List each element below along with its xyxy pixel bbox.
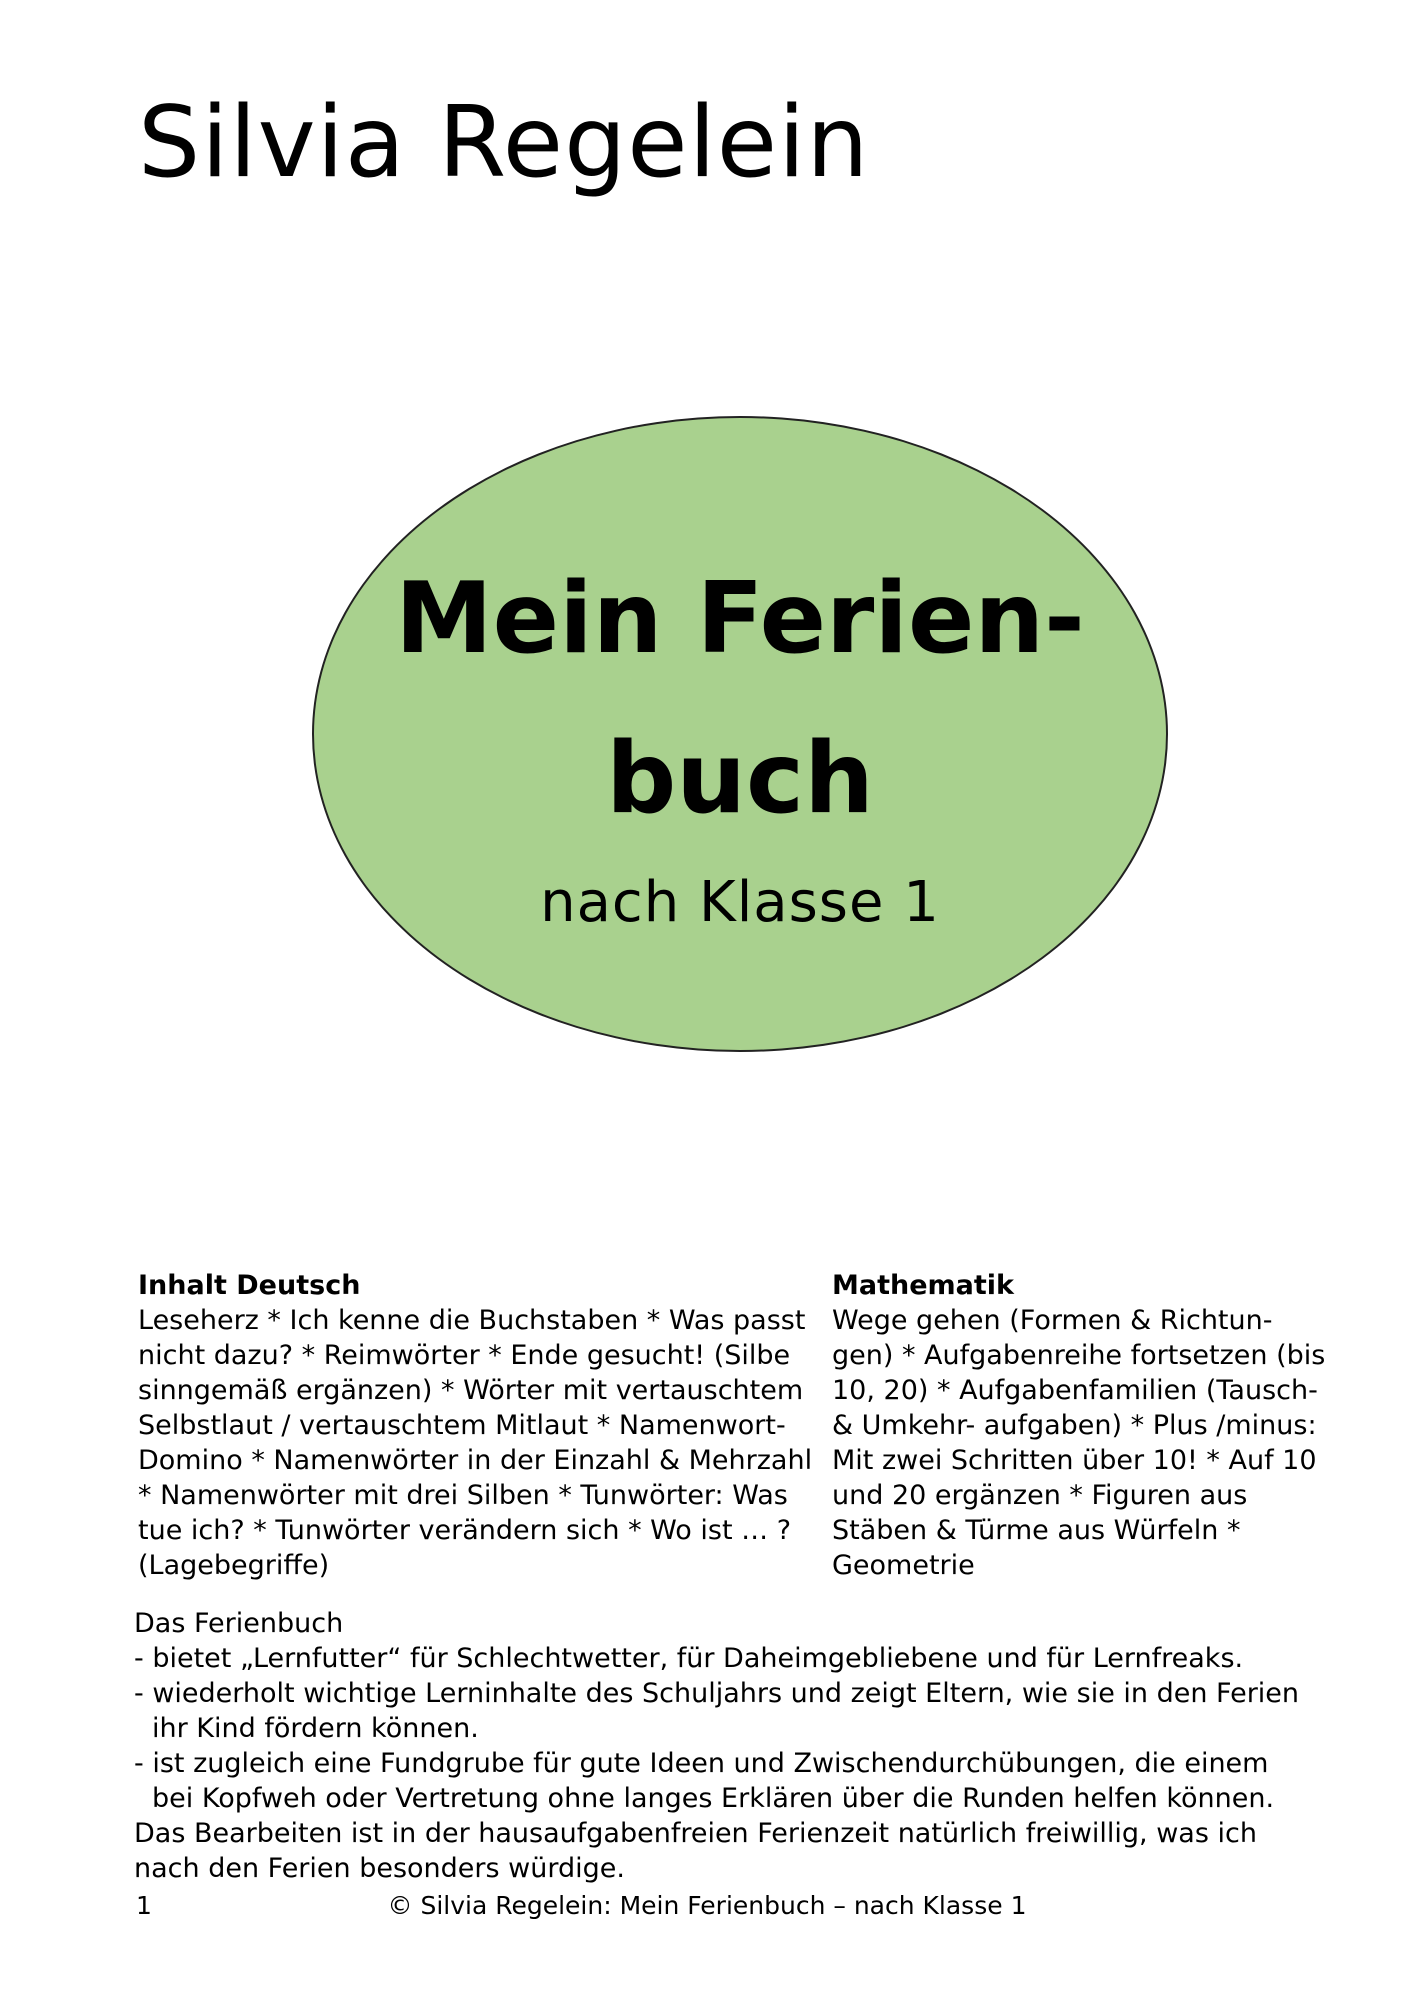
mathe-line: & Umkehr- aufgaben) * Plus /minus: bbox=[832, 1410, 1317, 1441]
deutsch-line: sinngemäß ergänzen) * Wörter mit vertauschtem bbox=[138, 1375, 804, 1406]
description-line: - ist zugleich eine Fundgrube für gute Ideen und Zwischendurchübungen, die einem bbox=[134, 1748, 1269, 1779]
mathe-line: Geometrie bbox=[832, 1550, 975, 1581]
description-line: Das Bearbeiten ist in der hausaufgabenfreien Ferienzeit natürlich freiwillig, was ich bbox=[134, 1818, 1257, 1849]
deutsch-line: Domino * Namenwörter in der Einzahl & Mehrzahl bbox=[138, 1445, 813, 1476]
deutsch-heading: Inhalt Deutsch bbox=[138, 1270, 361, 1301]
description-line: ihr Kind fördern können. bbox=[152, 1713, 479, 1744]
description-line: - bietet „Lernfutter“ für Schlechtwetter, für Daheimgebliebene und für Lernfreaks. bbox=[134, 1643, 1244, 1674]
deutsch-line: * Namenwörter mit drei Silben * Tunwörter: Was bbox=[138, 1480, 788, 1511]
description-line: - wiederholt wichtige Lerninhalte des Schuljahrs und zeigt Eltern, wie sie in den Ferien bbox=[134, 1678, 1300, 1709]
mathe-line: Stäben & Türme aus Würfeln * bbox=[832, 1515, 1241, 1546]
mathe-line: und 20 ergänzen * Figuren aus bbox=[832, 1480, 1248, 1511]
book-subtitle: nach Klasse 1 bbox=[540, 870, 940, 935]
mathe-line: gen) * Aufgabenreihe fortsetzen (bis bbox=[832, 1340, 1326, 1371]
deutsch-line: Selbstlaut / vertauschtem Mitlaut * Namenwort- bbox=[138, 1410, 786, 1441]
deutsch-line: nicht dazu? * Reimwörter * Ende gesucht! (Silbe bbox=[138, 1340, 791, 1371]
author-name: Silvia Regelein bbox=[138, 86, 870, 200]
description bbox=[134, 1606, 1314, 1886]
mathe-line: 10, 20) * Aufgabenfamilien (Tausch- bbox=[832, 1375, 1318, 1406]
book-title-line1: Mein Ferien- bbox=[395, 562, 1085, 676]
mathe-line: Wege gehen (Formen & Richtun- bbox=[832, 1305, 1273, 1336]
contents-mathematik bbox=[832, 1268, 1352, 1583]
copyright-notice: © Silvia Regelein: Mein Ferienbuch – nach Klasse 1 bbox=[387, 1891, 1027, 1920]
deutsch-line: tue ich? * Tunwörter verändern sich * Wo ist … ? bbox=[138, 1515, 792, 1546]
contents-deutsch bbox=[138, 1268, 820, 1583]
description-line: bei Kopfweh oder Vertretung ohne langes Erklären über die Runden helfen können. bbox=[152, 1783, 1275, 1814]
mathe-line: Mit zwei Schritten über 10! * Auf 10 bbox=[832, 1445, 1317, 1476]
deutsch-line: Leseherz * Ich kenne die Buchstaben * Was passt bbox=[138, 1305, 806, 1336]
page-number: 1 bbox=[136, 1891, 152, 1920]
book-title-line2: buch bbox=[606, 722, 874, 836]
description-line: Das Ferienbuch bbox=[134, 1608, 344, 1639]
description-line: nach den Ferien besonders würdige. bbox=[134, 1853, 625, 1884]
mathe-heading: Mathematik bbox=[832, 1270, 1014, 1301]
deutsch-line: (Lagebegriffe) bbox=[138, 1550, 330, 1581]
